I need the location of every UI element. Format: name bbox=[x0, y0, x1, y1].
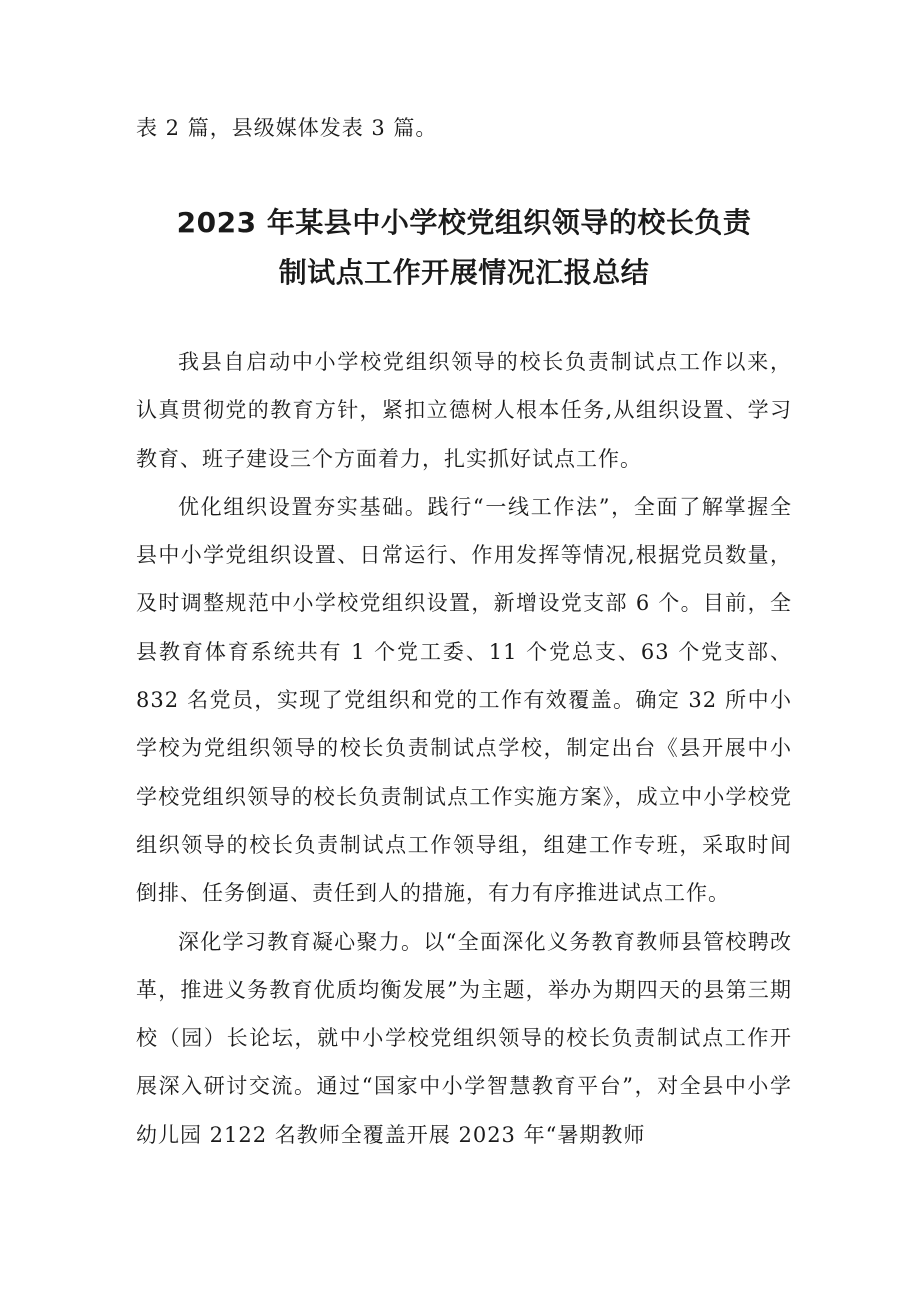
title-line-1: 2023 年某县中小学校党组织领导的校长负责 bbox=[176, 206, 752, 239]
paragraph-organization: 优化组织设置夯实基础。践行“一线工作法”，全面了解掌握全县中小学党组织设置、日常运行、作用发挥等情况,根据党员数量，及时调整规范中小学校党组织设置，新增设党支部 6 个。目前，全县教育体育系统共有 1 个党工委、11 个党总支、63 个党支部、832 名党员，实现了党组织和党的工作有效覆盖。确定 32 所中小学校为党组织领导的校长负责制试点学校，制定出台《县开展中小学校党组织领导的校长负责制试点工作实施方案》，成立中小学校党组织领导的校长负责制试点工作领导组，组建工作专班，采取时间倒排、任务倒逼、责任到人的措施，有力有序推进试点工作。 bbox=[136, 494, 792, 906]
title-line-2: 制试点工作开展情况汇报总结 bbox=[278, 256, 650, 289]
paragraph-intro: 我县自启动中小学校党组织领导的校长负责制试点工作以来，认真贯彻党的教育方针，紧扣立德树人根本任务,从组织设置、学习教育、班子建设三个方面着力，扎实抓好试点工作。 bbox=[136, 350, 792, 471]
document-page bbox=[136, 104, 792, 1159]
paragraph-learning: 深化学习教育凝心聚力。以“全面深化义务教育教师县管校聘改革，推进义务教育优质均衡发展”为主题，举办为期四天的县第三期校（园）长论坛，就中小学校党组织领导的校长负责制试点工作开展深入研讨交流。通过“国家中小学智慧教育平台”，对全县中小学幼儿园 2122 名教师全覆盖开展 2023 年“暑期教师 bbox=[136, 929, 792, 1147]
document-title bbox=[136, 198, 792, 298]
continuation-line: 表 2 篇，县级媒体发表 3 篇。 bbox=[136, 116, 438, 140]
